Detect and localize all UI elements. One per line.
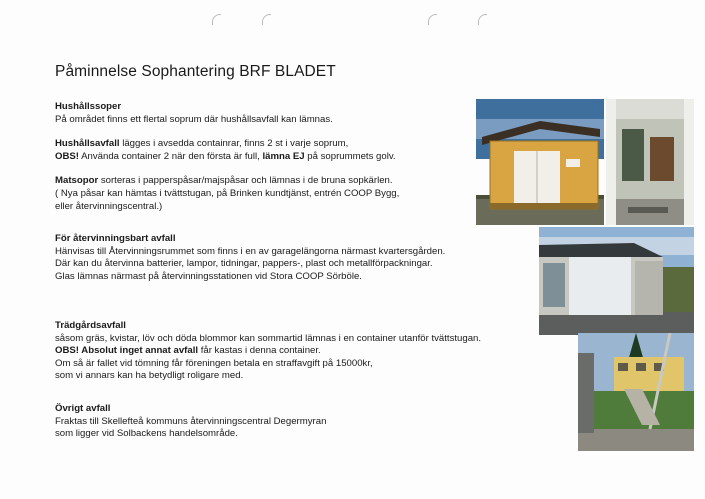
section-heading: Hushållssoper bbox=[55, 101, 122, 112]
paragraph: På området finns ett flertal soprum där hushållsavfall kan lämnas. bbox=[55, 113, 333, 125]
paragraph: OBS! Använda container 2 när den första är full, lämna EJ på soprummets golv. bbox=[55, 150, 396, 162]
paragraph: Om så är fallet vid tömning får föreningen betala en straffavgift på 15000kr, bbox=[55, 357, 373, 369]
paragraph: ( Nya påsar kan hämtas i tvättstugan, på Brinken kundtjänst, entrén COOP Bygg, bbox=[55, 187, 400, 199]
household-section bbox=[55, 101, 525, 213]
scan-mark bbox=[478, 14, 487, 25]
scan-mark bbox=[262, 14, 271, 25]
paragraph: Där kan du återvinna batterier, lampor, tidningar, pappers-, plast och metallförpackningar. bbox=[55, 258, 433, 270]
paragraph: Hänvisas till Återvinningsrummet som finns i en av garagelängorna närmast kvartersgården. bbox=[55, 245, 446, 257]
section-heading: Trädgårdsavfall bbox=[55, 320, 126, 331]
paragraph: såsom gräs, kvistar, löv och döda blommor kan sommartid lämnas i en container utanför tvättstugan. bbox=[55, 332, 482, 344]
paragraph: Fraktas till Skellefteå kommuns återvinningscentral Degermyran bbox=[55, 415, 327, 427]
paragraph: Hushållsavfall lägges i avsedda containrar, finns 2 st i varje soprum, bbox=[55, 138, 349, 150]
section-heading: Övrigt avfall bbox=[55, 403, 111, 414]
paragraph: som ligger vid Solbackens handelsområde. bbox=[55, 428, 238, 440]
paragraph: eller återvinningscentral.) bbox=[55, 200, 163, 212]
scan-mark bbox=[428, 14, 437, 25]
paragraph: Glas lämnas närmast på återvinningsstationen vid Stora COOP Sörböle. bbox=[55, 270, 362, 282]
paragraph: OBS! Absolut inget annat avfall får kastas i denna container. bbox=[55, 345, 321, 357]
other-section bbox=[55, 403, 525, 441]
photo-waste-shed bbox=[476, 99, 604, 225]
scan-mark bbox=[212, 14, 221, 25]
section-heading: För återvinningsbart avfall bbox=[55, 233, 176, 244]
photo-waste-room-interior bbox=[606, 99, 694, 225]
page-title: Påminnelse Sophantering BRF BLADET bbox=[55, 63, 336, 80]
paragraph: som vi annars kan ha betydligt roligare med. bbox=[55, 370, 244, 382]
photo-yard-house bbox=[578, 333, 694, 451]
recycling-section bbox=[55, 233, 525, 283]
garden-section bbox=[55, 320, 525, 383]
paragraph: Matsopor sorteras i papperspåsar/majspåsar och lämnas i de bruna sopkärlen. bbox=[55, 175, 393, 187]
photo-recycling-garage bbox=[539, 227, 694, 335]
